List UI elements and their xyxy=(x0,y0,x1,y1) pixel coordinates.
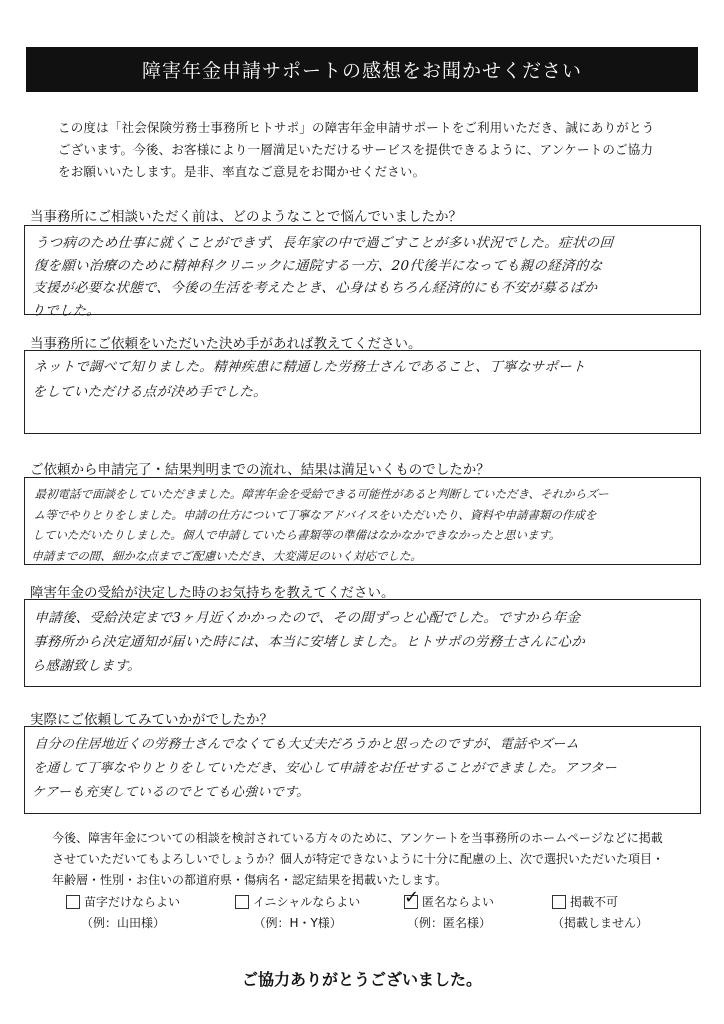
answer-line: 申請までの間、細かな点までご配慮いただき、大変満足のいく対応でした。 xyxy=(31,548,423,563)
checkbox[interactable] xyxy=(552,895,566,909)
answer-3-box xyxy=(24,477,701,565)
intro-text xyxy=(58,117,678,183)
option-label: 匿名ならよい xyxy=(422,895,495,909)
option-example: （例：山田様） xyxy=(81,916,166,930)
answer-line: ケアーも充実しているのでとても心強いです。 xyxy=(31,785,311,800)
intro-line: ございます。今後、お客様により一層満足いただけるサービスを提供できるように、アンケートのご協力 xyxy=(58,142,654,157)
answer-line: りでした。 xyxy=(30,302,101,319)
answer-line: 支援が必要な状態で、今後の生活を考えたとき、心身はもちろん経済的にも不安が募るばか xyxy=(32,280,598,296)
option-no-publish[interactable] xyxy=(552,893,648,931)
question-1-label: 当事務所にご相談いただく前は、どのようなことで悩んでいましたか？ xyxy=(30,209,462,225)
answer-line: ム等でやりとりをしました。申請の仕方について丁寧なアドバイスをいただいたり、資料や申請書類の作成を xyxy=(33,507,597,522)
option-anonymous[interactable] xyxy=(404,893,494,931)
question-4-label: 障害年金の受給が決定した時のお気持ちを教えてください。 xyxy=(30,585,395,601)
answer-line: を通して丁寧なやりとりをしていただき、安心して申請をお任せすることができました。アフター xyxy=(32,761,618,776)
option-example: （例：H・Y様） xyxy=(253,916,342,930)
answer-4-text xyxy=(31,606,694,678)
intro-line: この度は「社会保険労務士事務所ヒトサポ」の障害年金申請サポートをご利用いただき、誠にありがとう xyxy=(58,120,655,135)
answer-line: ら感謝致します。 xyxy=(31,658,142,674)
answer-4-box xyxy=(24,599,701,687)
option-initials[interactable] xyxy=(235,893,360,931)
checkbox-checked[interactable] xyxy=(404,895,418,909)
answer-1-text xyxy=(31,232,695,322)
consent-text xyxy=(52,828,692,891)
consent-line: 年齢層・性別・お住いの都道府県・傷病名・認定結果を掲載いたします。 xyxy=(52,873,448,887)
question-3-label: ご依頼から申請完了・結果判明までの流れ、結果は満足いくものでしたか？ xyxy=(30,462,490,478)
option-label: 掲載不可 xyxy=(570,895,619,909)
question-2-label: 当事務所にご依頼をいただいた決め手があれば教えてください。 xyxy=(30,336,422,352)
thanks-text: ご協力ありがとうございました。 xyxy=(241,970,482,989)
option-label: イニシャルならよい xyxy=(253,895,361,909)
answer-line: 事務所から決定通知が届いた時には、本当に安堵しました。ヒトサポの労務士さんに心か xyxy=(32,634,586,650)
answer-3-text xyxy=(31,484,694,566)
answer-line: 申請後、受給決定まで3ヶ月近くかかったので、その間ずっと心配でした。ですから年金 xyxy=(33,610,581,626)
answer-line: ネットで調べて知りました。精神疾患に精通した労務士さんであること、丁寧なサポート xyxy=(33,359,587,375)
answer-5-box xyxy=(24,726,701,814)
answer-2-box xyxy=(24,350,701,434)
consent-line: させていただいてもよろしいでしょうか？個人が特定できないように十分に配慮の上、次で選択いただいた項目・ xyxy=(52,852,665,866)
intro-line: をお願いいたします。是非、率直なご意見をお聞かせください。 xyxy=(58,164,426,179)
option-label: 苗字だけならよい xyxy=(84,895,181,909)
page-title: 障害年金申請サポートの感想をお聞かせください xyxy=(26,47,698,92)
answer-line: 自分の住居地近くの労務士さんでなくても大丈夫だろうかと思ったのですが、電話やズーム xyxy=(33,737,580,752)
question-5-label: 実際にご依頼してみていかがでしたか？ xyxy=(30,712,273,728)
answer-line: 最初電話で面談をしていただきました。障害年金を受給できる可能性があると判断していただき、それからズー xyxy=(34,487,609,501)
option-example: （例：匿名様） xyxy=(407,916,492,930)
answer-1-box xyxy=(24,225,701,319)
answer-line: 復を願い治療のために精神科クリニックに通院する一方、20代後半になっても親の経済的な xyxy=(33,257,603,274)
answer-line: うつ病のため仕事に就くことができず、長年家の中で過ごすことが多い状況でした。症状の回 xyxy=(34,235,614,251)
answer-line: をしていただける点が決め手でした。 xyxy=(31,384,268,400)
answer-line: していただいたりしました。個人で申請していたら書類等の準備はなかなかできなかったと思います。 xyxy=(32,528,561,542)
checkbox[interactable] xyxy=(66,895,80,909)
answer-5-text xyxy=(31,733,694,805)
consent-line: 今後、障害年金についての相談を検討されている方々のために、アンケートを当事務所のホームページなどに掲載 xyxy=(52,831,663,845)
checkbox[interactable] xyxy=(235,895,249,909)
option-surname[interactable] xyxy=(66,893,180,931)
answer-2-text xyxy=(32,355,694,405)
option-example: （掲載しません） xyxy=(552,916,649,930)
